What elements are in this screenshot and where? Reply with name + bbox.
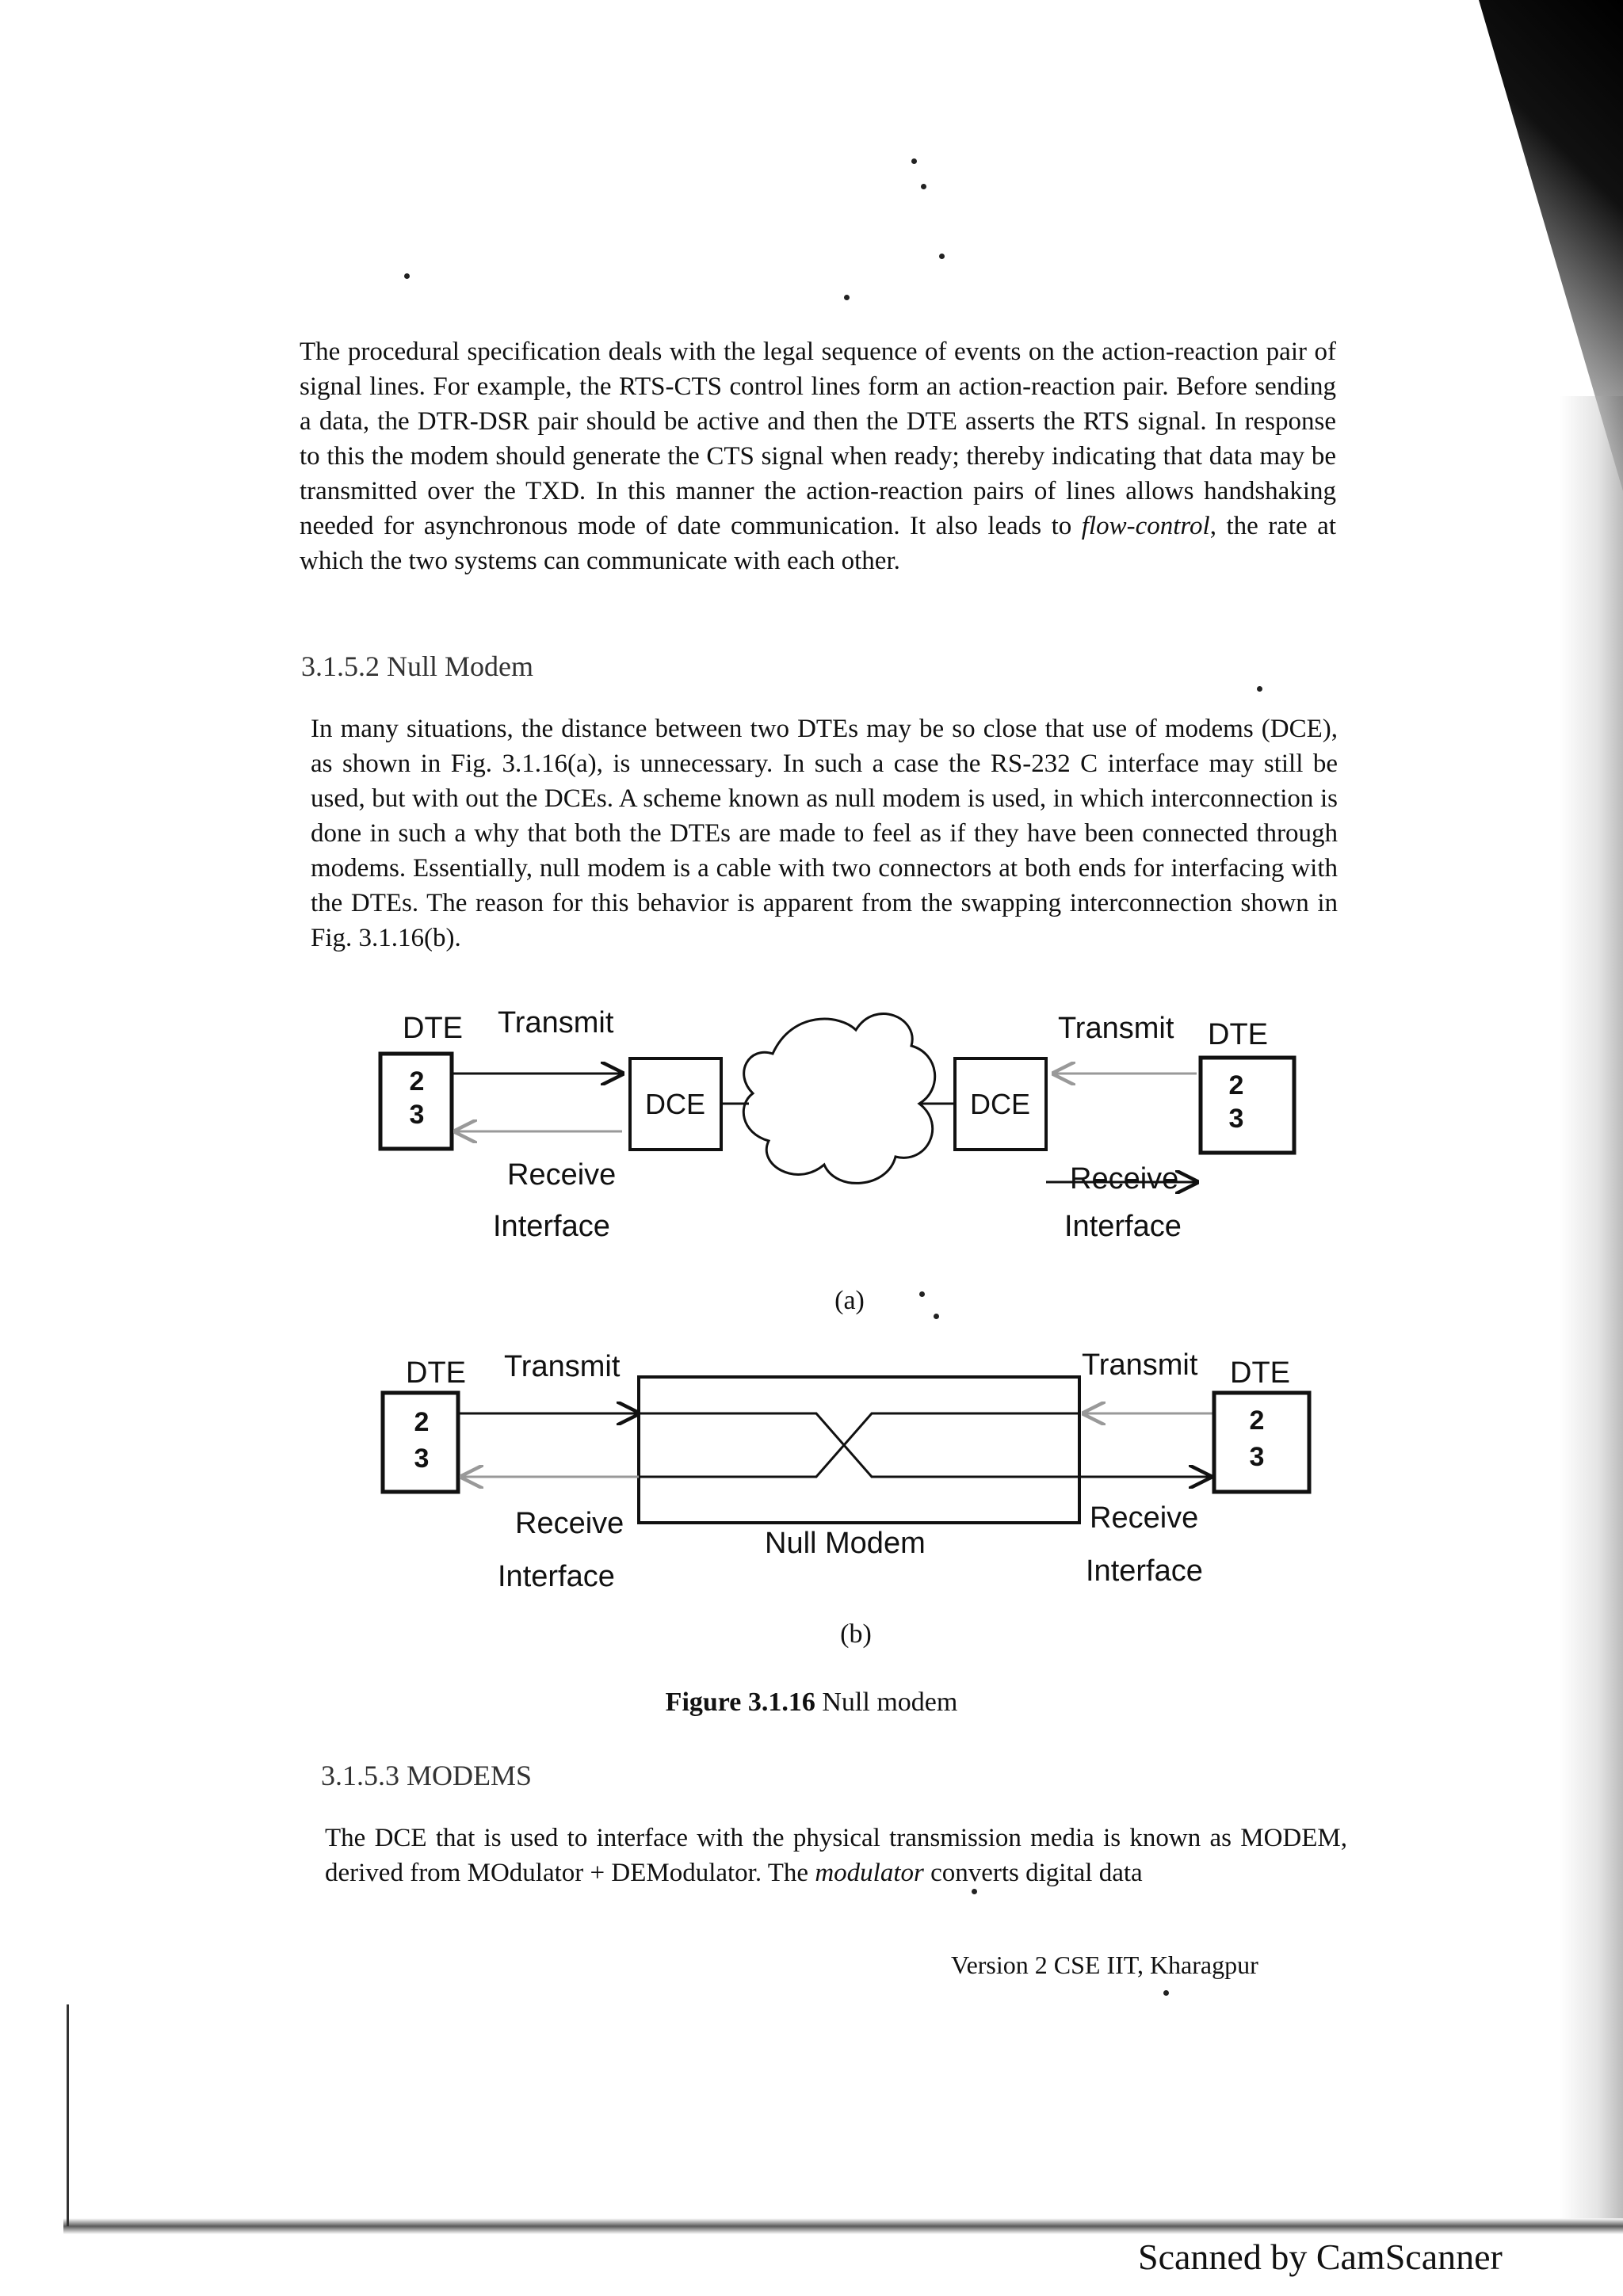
transmit-label-left: Transmit	[498, 1006, 614, 1039]
paragraph-text-end: , the rate at which the two systems can communicate with each other.	[300, 512, 1336, 575]
right-dte-box	[1201, 1058, 1294, 1153]
right-dte-label: DTE	[1208, 1018, 1268, 1051]
figure-a-sublabel: (a)	[834, 1286, 865, 1315]
pin-3-left: 3	[409, 1100, 425, 1130]
pin-3-right: 3	[1249, 1442, 1265, 1472]
figure-caption	[0, 1688, 1623, 1718]
pin-2-left: 2	[409, 1066, 425, 1097]
network-cloud	[743, 1014, 934, 1184]
pin-3-right: 3	[1228, 1104, 1244, 1134]
paragraph-text-end: converts digital data	[923, 1859, 1143, 1887]
right-dte-label: DTE	[1230, 1356, 1290, 1390]
paragraph-modems	[325, 1821, 1347, 1890]
left-dce-label: DCE	[644, 1088, 706, 1120]
scanner-watermark: Scanned by CamScanner	[1138, 2237, 1503, 2277]
transmit-label-left: Transmit	[504, 1350, 621, 1383]
null-modem-label: Null Modem	[765, 1527, 926, 1560]
section-heading-modems: 3.1.5.3 MODEMS	[321, 1760, 533, 1791]
interface-label-left: Interface	[493, 1210, 610, 1243]
transmit-label-right: Transmit	[1058, 1012, 1174, 1045]
emphasis-flow-control: flow-control	[1081, 512, 1210, 540]
caption-text: Null modem	[815, 1688, 958, 1717]
crossover-wire-2	[639, 1413, 1079, 1477]
interface-label-right: Interface	[1086, 1554, 1203, 1588]
paragraph-null-modem: In many situations, the distance between two DTEs may be so close that use of modems (DCE), as shown in Fig. 3.1.16(a), is unnecessary. In such a case the RS-232 C interface may still be used, but with out the DCEs. A scheme known as null modem is used, in which interconnection is done in such a why that both the DTEs are made to feel as if they have been connected through modems. Essentially, null modem is a cable with two connectors at both ends for interfacing with the DTEs. The reason for this behavior is apparent from the swapping interconnection shown in Fig. 3.1.16(b).	[311, 715, 1338, 952]
figure-b-sublabel: (b)	[840, 1619, 872, 1649]
pin-2-right: 2	[1228, 1070, 1244, 1100]
interface-label-left: Interface	[498, 1560, 615, 1593]
left-dte-label: DTE	[406, 1356, 466, 1390]
null-modem-box	[639, 1377, 1079, 1523]
paragraph-text: The procedural specification deals with the legal sequence of events on the action-reaction pair of signal lines. For example, the RTS-CTS control lines form an action-reaction pair. Before sending a data, the DTR-DSR pair should be active and then the DTE asserts the RTS signal. In response to this the modem should generate the CTS signal when ready; thereby indicating that data may be transmitted over the TXD. In this manner the action-reaction pairs of lines allows handshaking needed for asynchronous mode of date communication. It also leads to	[300, 338, 1336, 540]
figure-b	[383, 1348, 1309, 1649]
pin-2-left: 2	[414, 1407, 430, 1437]
pin-2-right: 2	[1249, 1405, 1265, 1436]
receive-label-right: Receive	[1070, 1162, 1179, 1196]
section-heading-null-modem: 3.1.5.2 Null Modem	[301, 650, 533, 682]
caption-figure-number: Figure 3.1.16	[665, 1688, 815, 1717]
transmit-label-right: Transmit	[1082, 1348, 1198, 1382]
interface-label-right: Interface	[1064, 1210, 1182, 1243]
pin-3-left: 3	[414, 1444, 430, 1474]
receive-label-left: Receive	[515, 1507, 624, 1540]
left-dte-label: DTE	[403, 1012, 463, 1045]
paragraph-text: The DCE that is used to interface with the physical transmission media is known as MODEM, derived from MOdulator + DEModulator. The	[325, 1824, 1347, 1887]
receive-label-right: Receive	[1090, 1501, 1199, 1535]
crossover-wire-1	[639, 1413, 1079, 1477]
right-dce-label: DCE	[969, 1088, 1031, 1120]
figure-a	[380, 1006, 1294, 1315]
page-footer: Version 2 CSE IIT, Kharagpur	[951, 1951, 1258, 1979]
emphasis-modulator: modulator	[815, 1859, 924, 1887]
receive-label-left: Receive	[507, 1158, 617, 1192]
